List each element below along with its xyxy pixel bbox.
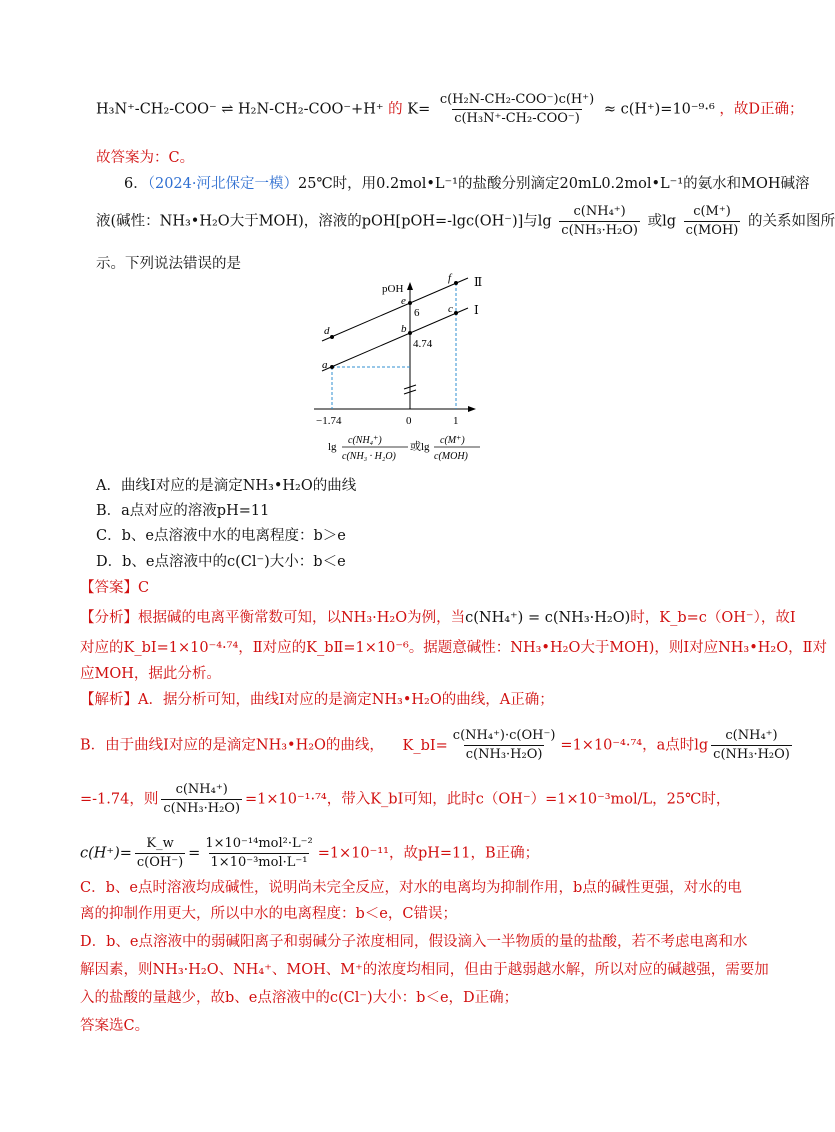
solution-line-a	[80, 690, 554, 710]
ratio-fraction	[161, 782, 242, 817]
question-number: 6．	[124, 176, 148, 192]
de-word: 的	[388, 101, 403, 118]
ch-label: c(H⁺)=	[80, 845, 132, 862]
top-equation-line	[96, 92, 804, 127]
point-b-label: b	[401, 323, 407, 335]
question-text-2a: 液(碱性：NH₃•H₂O大于MOH)，溶液的pOH[pOH=-lgc(OH⁻)]与lg	[96, 213, 552, 230]
k-label: K=	[407, 101, 431, 118]
fraction-denominator: c(NH₃·H₂O)	[713, 747, 790, 762]
question-or: 或lg	[647, 213, 677, 230]
d-correct-text: ，故D正确；	[719, 101, 804, 118]
fraction-numerator: c(NH₄⁺)	[725, 728, 778, 743]
x-caption-lg: lg	[328, 441, 337, 453]
equals-sign: =	[188, 845, 201, 862]
fraction-denominator: c(NH₃·H₂O)	[465, 747, 543, 762]
analysis-line1	[80, 608, 796, 628]
point-f-label: f	[448, 272, 452, 284]
fraction-numerator: c(NH₄⁺)	[175, 782, 228, 797]
fraction-denominator: c(OH⁻)	[136, 855, 184, 870]
analysis-line3: 应MOH，据此分析。	[80, 666, 221, 682]
option-d: D．b、e点溶液中的c(Cl⁻)大小：b＜e	[96, 554, 346, 570]
previous-answer-line: 故答案为：C。	[96, 150, 195, 166]
solution-text: =1×10⁻⁴·⁷⁴，a点时lg	[560, 737, 709, 754]
solution-text: =-1.74，则	[80, 791, 159, 808]
question-source: （2024·河北保定一模）	[147, 176, 298, 192]
fraction-denominator: c(NH₃·H₂O)	[561, 223, 638, 238]
question-6-line2	[96, 204, 835, 239]
solution-line-b2	[80, 782, 730, 817]
kb-label: K_bⅠ=	[402, 737, 448, 754]
solution-d-line1: D．b、e点溶液中的弱碱阳离子和弱碱分子浓度相同，假设滴入一半物质的量的盐酸，若不考虑电离和水	[80, 934, 748, 950]
point-c-label: c	[448, 303, 453, 315]
answer-tag: 【答案】	[80, 580, 138, 596]
k-approx: ≈ c(H⁺)=10⁻⁹·⁶	[603, 101, 715, 118]
analysis-tag: 【分析】	[80, 610, 138, 626]
solution-text: =1×10⁻¹¹，故pH=11，B正确；	[317, 845, 540, 862]
analysis-text: 根据碱的电离平衡常数可知，以NH₃·H₂O为例，当	[138, 610, 466, 626]
fraction-numerator: 1×10⁻¹⁴mol²·L⁻²	[205, 836, 313, 851]
solution-tag: 【解析】	[80, 692, 138, 708]
solution-d-line3: 入的盐酸的量越少，故b、e点溶液中的c(Cl⁻)大小：b＜e，D正确；	[80, 990, 519, 1006]
option-b: B．a点对应的溶液pH=11	[96, 503, 270, 519]
point-a	[330, 365, 334, 369]
solution-line-b1	[80, 728, 795, 763]
tick-4-74: 4.74	[413, 338, 433, 350]
ionization-equation: H₃N⁺-CH₂-COO⁻ ⇌ H₂N-CH₂-COO⁻+H⁺	[96, 101, 384, 118]
solution-c-line1: C．b、e点时溶液均成碱性，说明尚未完全反应，对水的电离均为抑制作用，b点的碱性更强，对水的电	[80, 880, 742, 896]
lg-fraction	[711, 728, 792, 763]
fraction-numerator: K_w	[146, 836, 174, 851]
fraction-denominator: 1×10⁻³mol·L⁻¹	[210, 855, 308, 870]
option-a: A．曲线Ⅰ对应的是滴定NH₃•H₂O的曲线	[96, 478, 357, 494]
fraction-numerator: c(NH₄⁺)	[573, 204, 626, 219]
tick-0: 0	[406, 415, 412, 427]
fraction-denominator: c(MOH)	[685, 223, 739, 238]
solution-text: B．由于曲线Ⅰ对应的是滴定NH₃•H₂O的曲线，	[80, 737, 384, 754]
fraction-numerator: c(NH₄⁺)·c(OH⁻)	[452, 728, 556, 743]
solution-text: =1×10⁻¹·⁷⁴，带入K_bⅠ可知，此时c（OH⁻）=1×10⁻³mol/L，25℃时，	[245, 791, 731, 808]
point-d-label: d	[324, 325, 330, 337]
x-caption-frac1-num: c(NH₄⁺)	[348, 435, 382, 446]
tick-neg-1-74: −1.74	[316, 415, 342, 427]
x-caption-or: 或lg	[410, 441, 430, 453]
solution-line-b3	[80, 836, 539, 871]
line-I-label: Ⅰ	[474, 303, 479, 317]
point-c	[454, 311, 458, 315]
k-denominator: c(H₃N⁺-CH₂-COO⁻)	[454, 111, 580, 126]
x-caption-frac2-num: c(M⁺)	[440, 435, 465, 446]
fraction-numerator: c(M⁺)	[693, 204, 731, 219]
answer-value: C	[138, 580, 150, 596]
solution-final: 答案选C。	[80, 1018, 150, 1034]
x-axis-arrow	[468, 406, 476, 412]
y-axis-label: pOH	[382, 283, 404, 295]
analysis-text: 时，K_b=c（OH⁻），故Ⅰ	[630, 610, 796, 626]
tick-1: 1	[453, 415, 459, 427]
point-b	[408, 331, 412, 335]
analysis-line2: 对应的K_bⅠ=1×10⁻⁴·⁷⁴，Ⅱ对应的K_bⅡ=1×10⁻⁶。据题意碱性：NH₃•H₂O大于MOH)，则Ⅰ对应NH₃•H₂O，Ⅱ对	[80, 640, 827, 656]
k-fraction	[438, 92, 596, 127]
y-axis-arrow	[407, 282, 413, 290]
point-d	[330, 335, 334, 339]
point-f	[454, 281, 458, 285]
x-caption-frac1-den: c(NH₃ · H₂O)	[342, 451, 396, 462]
question-text-1: 25℃时，用0.2mol•L⁻¹的盐酸分别滴定20mL0.2mol•L⁻¹的氨水和MOH碱溶	[298, 176, 810, 192]
solution-d-line2: 解因素，则NH₃·H₂O、NH₄⁺、MOH、M⁺的浓度均相同，但由于越弱越水解，所以对应的碱越强，需要加	[80, 962, 769, 978]
question-6-line1	[124, 174, 810, 194]
point-e-label: e	[401, 295, 406, 307]
line-II-label: Ⅱ	[474, 275, 483, 289]
tick-6: 6	[414, 307, 420, 319]
kw-fraction	[135, 836, 185, 871]
k-numerator: c(H₂N-CH₂-COO⁻)c(H⁺)	[439, 92, 595, 107]
option-c: C．b、e点溶液中水的电离程度：b＞e	[96, 528, 346, 544]
answer-line	[80, 578, 149, 598]
units-fraction	[203, 836, 314, 871]
analysis-equation: c(NH₄⁺) = c(NH₃·H₂O)	[465, 610, 631, 626]
question-fraction-nh4	[559, 204, 640, 239]
question-6-line3: 示。下列说法错误的是	[96, 256, 241, 272]
point-e	[408, 301, 412, 305]
question-fraction-m	[684, 204, 741, 239]
kb-fraction	[451, 728, 558, 763]
poh-figure	[300, 274, 500, 470]
point-a-label: a	[322, 359, 328, 371]
question-text-2b: 的关系如图所	[747, 213, 835, 230]
fraction-denominator: c(NH₃·H₂O)	[163, 801, 241, 816]
x-caption-frac2-den: c(MOH)	[434, 451, 468, 462]
solution-c-line2: 离的抑制作用更大，所以中水的电离程度：b＜e，C错误；	[80, 906, 457, 922]
solution-text: A．据分析可知，曲线Ⅰ对应的是滴定NH₃•H₂O的曲线，A正确；	[138, 692, 554, 708]
line-I	[322, 308, 468, 371]
